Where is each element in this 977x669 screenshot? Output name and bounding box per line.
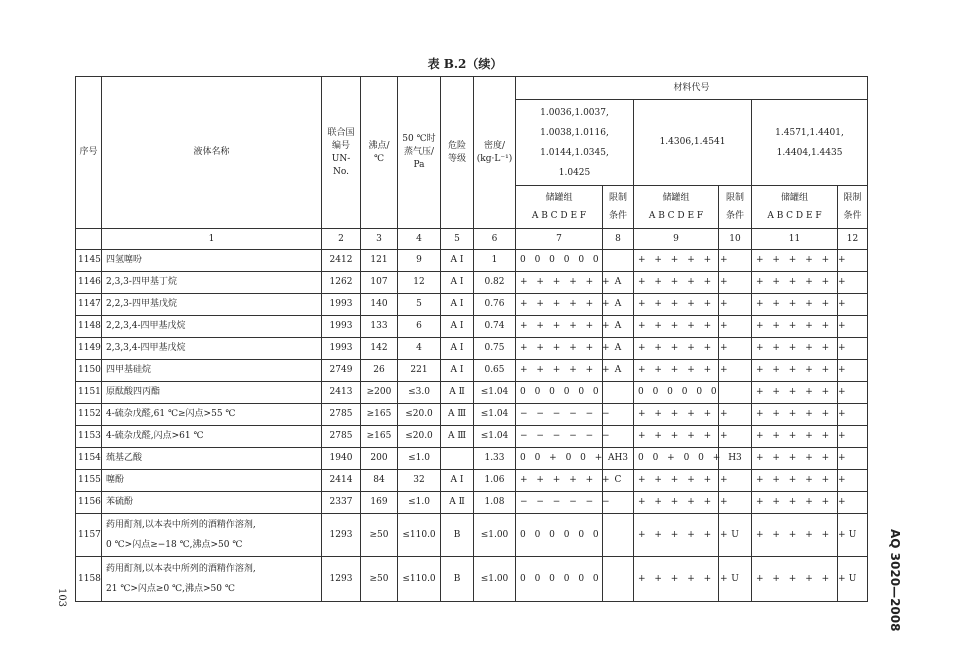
table-row (76, 404, 868, 426)
cell-g3: + + + + + + (752, 294, 838, 316)
cell-g1: + + + + + + (516, 272, 603, 294)
cell-seq: 1145 (76, 250, 102, 272)
cell-g3: + + + + + + (752, 272, 838, 294)
cell-cls: A Ⅱ (441, 492, 474, 514)
cell-r1: AH3 (603, 448, 634, 470)
cell-vp: 12 (398, 272, 441, 294)
cell-bp: 200 (361, 448, 398, 470)
cell-g2: + + + + + + (634, 294, 719, 316)
cell-un: 1293 (322, 557, 361, 602)
cell-un: 1940 (322, 448, 361, 470)
cell-bp: ≥165 (361, 426, 398, 448)
cell-g3: + + + + + + (752, 448, 838, 470)
cell-cls: B (441, 514, 474, 557)
cell-density: ≤1.04 (474, 404, 516, 426)
cell-seq: 1156 (76, 492, 102, 514)
header-class: 危险 等级 (441, 77, 474, 229)
cell-un: 1993 (322, 316, 361, 338)
cell-g3: + + + + + + (752, 382, 838, 404)
cell-vp: ≤110.0 (398, 557, 441, 602)
table-row (76, 382, 868, 404)
cell-g1: − − − − − − (516, 404, 603, 426)
cell-name: 2,3,3-四甲基丁烷 (102, 272, 322, 294)
cell-vp: ≤110.0 (398, 514, 441, 557)
cell-r2: U (719, 514, 752, 557)
cell-g3: + + + + + + (752, 470, 838, 492)
cell-bp: 142 (361, 338, 398, 360)
cell-g1: + + + + + + (516, 316, 603, 338)
cell-seq: 1147 (76, 294, 102, 316)
cell-g1: + + + + + + (516, 338, 603, 360)
header-material-3: 1.4571,1.4401, 1.4404,1.4435 (752, 100, 868, 186)
cell-g1: + + + + + + (516, 360, 603, 382)
cell-g3: + + + + + + (752, 338, 838, 360)
cell-r2: H3 (719, 448, 752, 470)
cell-r3: U (838, 514, 868, 557)
cell-g2: + + + + + + (634, 557, 719, 602)
cell-seq: 1152 (76, 404, 102, 426)
column-number: 10 (719, 229, 752, 250)
table-row (76, 514, 868, 557)
cell-g1: − − − − − − (516, 492, 603, 514)
table-row (76, 492, 868, 514)
cell-g2: 0 0 + 0 0 + (634, 448, 719, 470)
cell-cls: A Ⅰ (441, 360, 474, 382)
cell-g3: + + + + + + (752, 557, 838, 602)
cell-g1: + + + + + + (516, 470, 603, 492)
cell-density: 0.65 (474, 360, 516, 382)
cell-seq: 1158 (76, 557, 102, 602)
cell-g2: + + + + + + (634, 404, 719, 426)
cell-bp: 84 (361, 470, 398, 492)
cell-bp: 26 (361, 360, 398, 382)
cell-density: 1.06 (474, 470, 516, 492)
cell-density: 1 (474, 250, 516, 272)
column-number: 8 (603, 229, 634, 250)
cell-r1: A (603, 294, 634, 316)
cell-vp: ≤1.0 (398, 492, 441, 514)
cell-r1: C (603, 470, 634, 492)
cell-un: 1262 (322, 272, 361, 294)
cell-g1: 0 0 0 0 0 0 (516, 382, 603, 404)
cell-name: 4-硫杂戊醛,61 ℃≥闪点>55 ℃ (102, 404, 322, 426)
cell-name: 四甲基硅烷 (102, 360, 322, 382)
cell-r1 (603, 382, 634, 404)
cell-g2: + + + + + + (634, 360, 719, 382)
cell-r1 (603, 514, 634, 557)
header-un: 联合国 编号 UN-No. (322, 77, 361, 229)
column-number: 6 (474, 229, 516, 250)
header-tank-group-2: 储罐组 A B C D E F (634, 186, 719, 229)
standard-code: AQ 3020—2008 (888, 529, 902, 632)
column-number: 12 (838, 229, 868, 250)
cell-cls: A Ⅰ (441, 470, 474, 492)
cell-name: 2,3,3,4-四甲基戊烷 (102, 338, 322, 360)
header-material-code: 材料代号 (516, 77, 868, 100)
cell-r1: A (603, 272, 634, 294)
table-row (76, 360, 868, 382)
cell-name: 噻酚 (102, 470, 322, 492)
cell-seq: 1154 (76, 448, 102, 470)
header-name: 液体名称 (102, 77, 322, 229)
cell-un: 2785 (322, 426, 361, 448)
cell-un: 1993 (322, 338, 361, 360)
cell-density: 0.75 (474, 338, 516, 360)
cell-bp: 107 (361, 272, 398, 294)
column-number: 4 (398, 229, 441, 250)
table-row (76, 448, 868, 470)
cell-cls: A Ⅰ (441, 316, 474, 338)
cell-density: 0.82 (474, 272, 516, 294)
cell-density: ≤1.04 (474, 426, 516, 448)
cell-density: 0.76 (474, 294, 516, 316)
cell-vp: ≤1.0 (398, 448, 441, 470)
cell-seq: 1149 (76, 338, 102, 360)
cell-g2: + + + + + + (634, 514, 719, 557)
cell-cls (441, 448, 474, 470)
cell-g3: + + + + + + (752, 426, 838, 448)
cell-bp: 121 (361, 250, 398, 272)
header-bp: 沸点/ ℃ (361, 77, 398, 229)
cell-seq: 1148 (76, 316, 102, 338)
cell-bp: ≥50 (361, 514, 398, 557)
cell-density: ≤1.00 (474, 557, 516, 602)
cell-g2: + + + + + + (634, 272, 719, 294)
cell-r3: U (838, 557, 868, 602)
cell-g3: + + + + + + (752, 492, 838, 514)
cell-un: 1293 (322, 514, 361, 557)
cell-g2: + + + + + + (634, 250, 719, 272)
header-restriction-3: 限制 条件 (838, 186, 868, 229)
column-number-blank (76, 229, 102, 250)
table-row (76, 470, 868, 492)
column-number: 1 (102, 229, 322, 250)
cell-cls: A Ⅰ (441, 272, 474, 294)
column-number: 5 (441, 229, 474, 250)
cell-un: 2413 (322, 382, 361, 404)
cell-seq: 1153 (76, 426, 102, 448)
cell-cls: A Ⅰ (441, 294, 474, 316)
cell-density: 1.33 (474, 448, 516, 470)
cell-vp: ≤20.0 (398, 426, 441, 448)
cell-un: 2749 (322, 360, 361, 382)
header-tank-group-1: 储罐组 A B C D E F (516, 186, 603, 229)
column-number: 2 (322, 229, 361, 250)
cell-r1 (603, 557, 634, 602)
cell-g1: − − − − − − (516, 426, 603, 448)
cell-bp: 140 (361, 294, 398, 316)
cell-cls: A Ⅰ (441, 338, 474, 360)
cell-cls: A Ⅲ (441, 404, 474, 426)
cell-vp: ≤3.0 (398, 382, 441, 404)
header-restriction-1: 限制 条件 (603, 186, 634, 229)
column-number: 11 (752, 229, 838, 250)
cell-g2: + + + + + + (634, 316, 719, 338)
cell-g2: + + + + + + (634, 470, 719, 492)
cell-name: 2,2,3-四甲基戊烷 (102, 294, 322, 316)
header-material-2: 1.4306,1.4541 (634, 100, 752, 186)
header-density: 密度/ (kg·L⁻¹) (474, 77, 516, 229)
cell-name: 原酞酸四丙酯 (102, 382, 322, 404)
cell-g1: 0 0 0 0 0 0 (516, 514, 603, 557)
cell-vp: 6 (398, 316, 441, 338)
cell-un: 2785 (322, 404, 361, 426)
table-row (76, 272, 868, 294)
cell-g2: + + + + + + (634, 492, 719, 514)
table-row (76, 557, 868, 602)
cell-name: 四氢噻吩 (102, 250, 322, 272)
cell-name: 药用酊剂,以本表中所列的酒精作溶剂, 21 ℃>闪点≥0 ℃,沸点>50 ℃ (102, 557, 322, 602)
table-row (76, 250, 868, 272)
cell-bp: 169 (361, 492, 398, 514)
page-number: 103 (56, 587, 68, 608)
table-title: 表 B.2（续） (427, 57, 503, 71)
cell-vp: 4 (398, 338, 441, 360)
cell-g2: + + + + + + (634, 426, 719, 448)
cell-g2: + + + + + + (634, 338, 719, 360)
cell-seq: 1146 (76, 272, 102, 294)
cell-density: 0.74 (474, 316, 516, 338)
cell-r1: A (603, 338, 634, 360)
cell-un: 2412 (322, 250, 361, 272)
cell-bp: ≥50 (361, 557, 398, 602)
header-restriction-2: 限制 条件 (719, 186, 752, 229)
table-row (76, 426, 868, 448)
cell-g3: + + + + + + (752, 250, 838, 272)
cell-density: 1.08 (474, 492, 516, 514)
cell-name: 4-硫杂戊醛,闪点>61 ℃ (102, 426, 322, 448)
cell-vp: 5 (398, 294, 441, 316)
cell-seq: 1150 (76, 360, 102, 382)
cell-g3: + + + + + + (752, 360, 838, 382)
liquid-material-table (75, 76, 868, 602)
cell-bp: ≥165 (361, 404, 398, 426)
cell-name: 巯基乙酸 (102, 448, 322, 470)
cell-seq: 1157 (76, 514, 102, 557)
cell-name: 药用酊剂,以本表中所列的酒精作溶剂, 0 ℃>闪点≥−18 ℃,沸点>50 ℃ (102, 514, 322, 557)
column-number: 7 (516, 229, 603, 250)
cell-g3: + + + + + + (752, 316, 838, 338)
cell-cls: A Ⅱ (441, 382, 474, 404)
table-row (76, 316, 868, 338)
cell-vp: 9 (398, 250, 441, 272)
cell-vp: ≤20.0 (398, 404, 441, 426)
cell-name: 苯硫酚 (102, 492, 322, 514)
header-vp: 50 ℃时 蒸气压/ Pa (398, 77, 441, 229)
cell-g2: 0 0 0 0 0 0 (634, 382, 719, 404)
column-number: 3 (361, 229, 398, 250)
cell-cls: B (441, 557, 474, 602)
cell-density: ≤1.00 (474, 514, 516, 557)
header-tank-group-3: 储罐组 A B C D E F (752, 186, 838, 229)
cell-r2 (719, 382, 752, 404)
column-number: 9 (634, 229, 719, 250)
header-material-1: 1.0036,1.0037, 1.0038,1.0116, 1.0144,1.0345, 1.0425 (516, 100, 634, 186)
cell-g1: 0 0 0 0 0 0 (516, 557, 603, 602)
cell-vp: 221 (398, 360, 441, 382)
cell-g1: 0 0 0 0 0 0 (516, 250, 603, 272)
cell-vp: 32 (398, 470, 441, 492)
cell-r1: A (603, 316, 634, 338)
header-seq: 序号 (76, 77, 102, 229)
cell-bp: 133 (361, 316, 398, 338)
cell-bp: ≥200 (361, 382, 398, 404)
cell-g1: + + + + + + (516, 294, 603, 316)
cell-cls: A Ⅰ (441, 250, 474, 272)
cell-density: ≤1.04 (474, 382, 516, 404)
cell-name: 2,2,3,4-四甲基戊烷 (102, 316, 322, 338)
cell-un: 1993 (322, 294, 361, 316)
cell-g3: + + + + + + (752, 514, 838, 557)
cell-r1: A (603, 360, 634, 382)
cell-g1: 0 0 + 0 0 + (516, 448, 603, 470)
cell-cls: A Ⅲ (441, 426, 474, 448)
table-row (76, 338, 868, 360)
cell-un: 2414 (322, 470, 361, 492)
cell-seq: 1151 (76, 382, 102, 404)
table-row (76, 294, 868, 316)
cell-r1 (603, 250, 634, 272)
cell-r2: U (719, 557, 752, 602)
cell-seq: 1155 (76, 470, 102, 492)
cell-g3: + + + + + + (752, 404, 838, 426)
cell-un: 2337 (322, 492, 361, 514)
